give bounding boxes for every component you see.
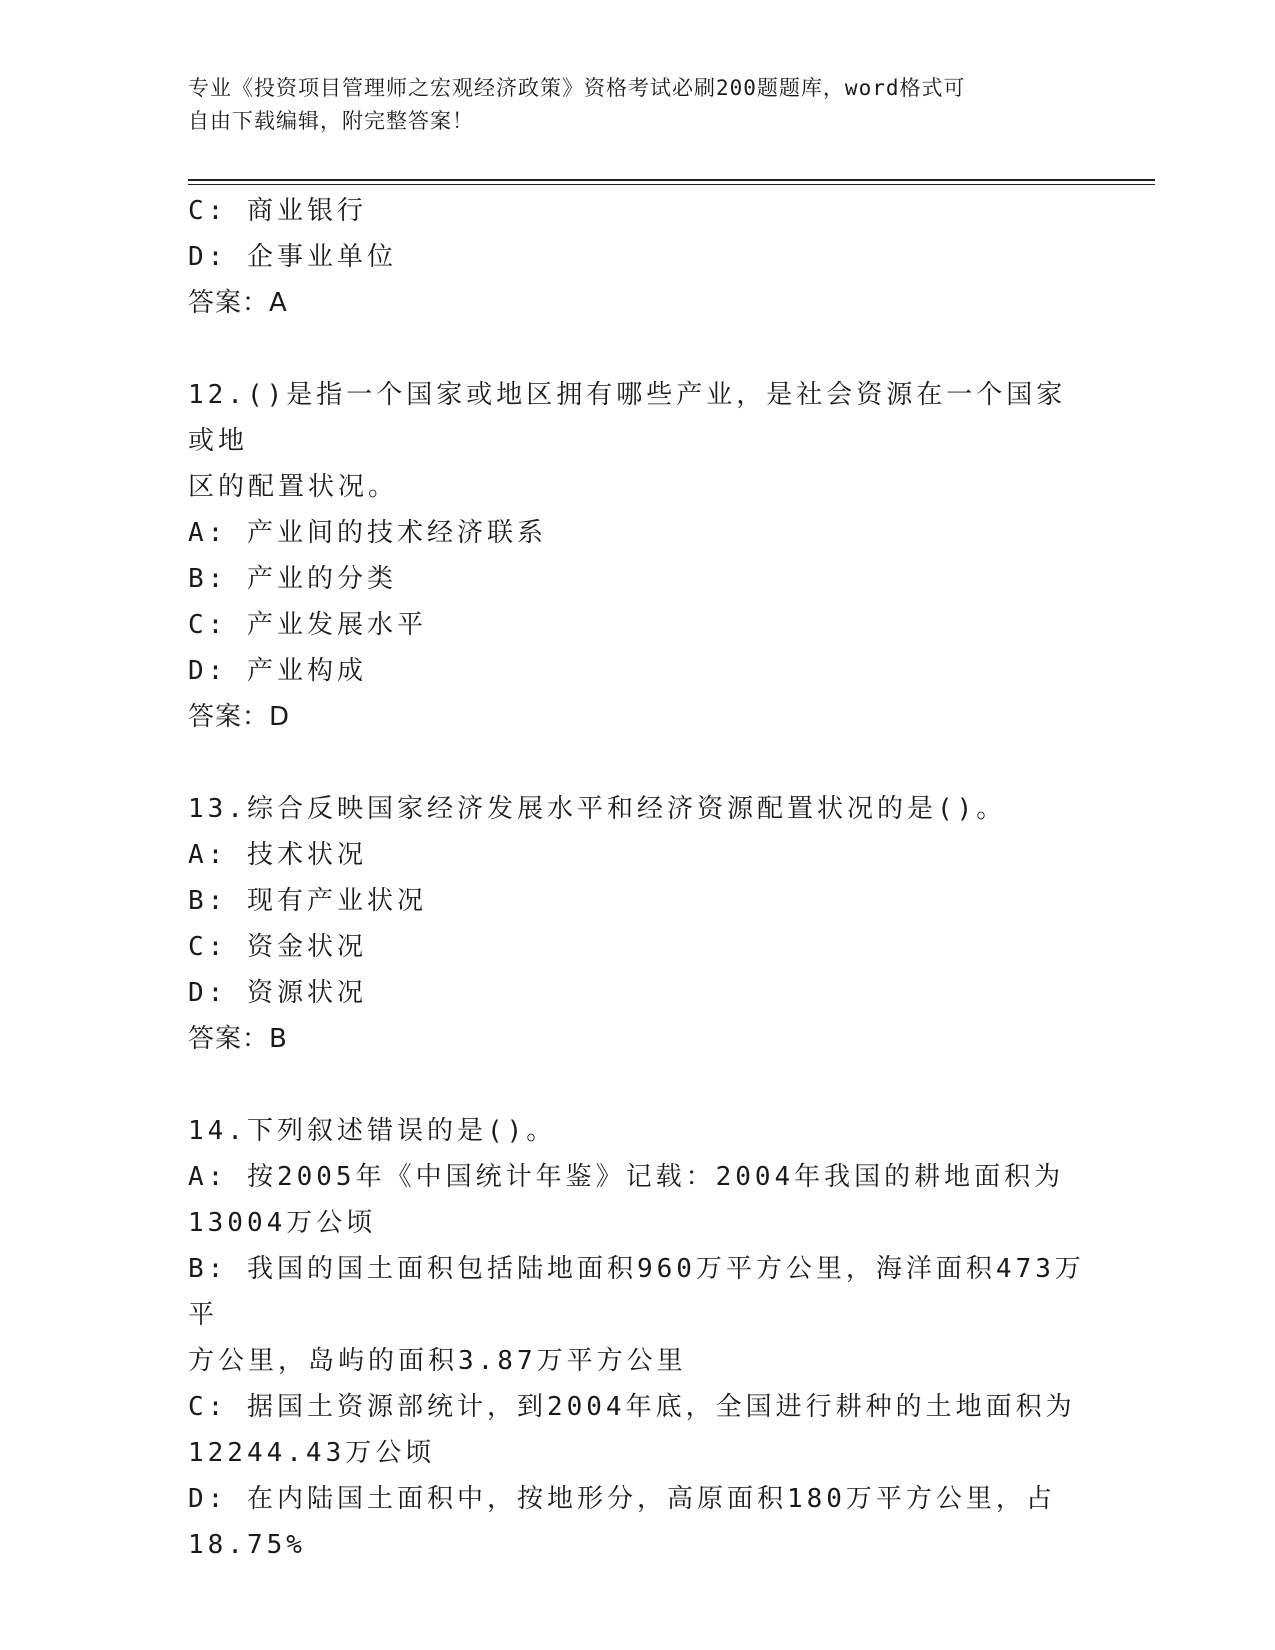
option-d: D: 资源状况 <box>188 978 367 1008</box>
option-c: C: 产业发展水平 <box>188 610 427 640</box>
option-b-line-1: B: 我国的国土面积包括陆地面积960万平方公里，海洋面积473万平 <box>188 1254 1085 1330</box>
answer: 答案：B <box>188 1024 288 1054</box>
option-c: C: 商业银行 <box>188 196 367 226</box>
option-d: D: 企事业单位 <box>188 242 397 272</box>
option-d: D: 产业构成 <box>188 656 367 686</box>
question-stem: 14.下列叙述错误的是()。 <box>188 1116 557 1146</box>
header-divider-thin <box>188 184 1155 185</box>
answer: 答案：A <box>188 288 288 318</box>
header-title-line-1: 专业《投资项目管理师之宏观经济政策》资格考试必刷200题题库，word格式可 <box>188 76 966 100</box>
option-a: A: 技术状况 <box>188 840 367 870</box>
question-stem: 13.综合反映国家经济发展水平和经济资源配置状况的是()。 <box>188 794 1007 824</box>
answer: 答案：D <box>188 702 291 732</box>
option-c: C: 资金状况 <box>188 932 367 962</box>
question-12 <box>188 372 1088 740</box>
question-stem-line-2: 区的配置状况。 <box>188 472 399 502</box>
option-b: B: 产业的分类 <box>188 564 397 594</box>
document-header <box>188 72 1068 138</box>
question-stem-line-1: 12.()是指一个国家或地区拥有哪些产业，是社会资源在一个国家或地 <box>188 380 1067 456</box>
option-a-line-1: A: 按2005年《中国统计年鉴》记载：2004年我国的耕地面积为 <box>188 1162 1065 1192</box>
option-b-line-2: 方公里，岛屿的面积3.87万平方公里 <box>188 1346 687 1376</box>
header-divider-thick <box>188 179 1155 181</box>
question-14 <box>188 1108 1088 1568</box>
option-d-line-1: D: 在内陆国土面积中，按地形分，高原面积180万平方公里，占 <box>188 1484 1056 1514</box>
option-c-line-1: C: 据国土资源部统计，到2004年底，全国进行耕种的土地面积为 <box>188 1392 1076 1422</box>
question-list <box>188 188 1088 1568</box>
option-a-line-2: 13004万公顷 <box>188 1208 377 1238</box>
option-d-line-2: 18.75% <box>188 1530 306 1560</box>
question-13 <box>188 786 1088 1062</box>
option-c-line-2: 12244.43万公顷 <box>188 1438 436 1468</box>
option-b: B: 现有产业状况 <box>188 886 427 916</box>
header-title-line-2: 自由下载编辑，附完整答案！ <box>188 109 474 133</box>
question-11-tail <box>188 188 1088 326</box>
option-a: A: 产业间的技术经济联系 <box>188 518 547 548</box>
